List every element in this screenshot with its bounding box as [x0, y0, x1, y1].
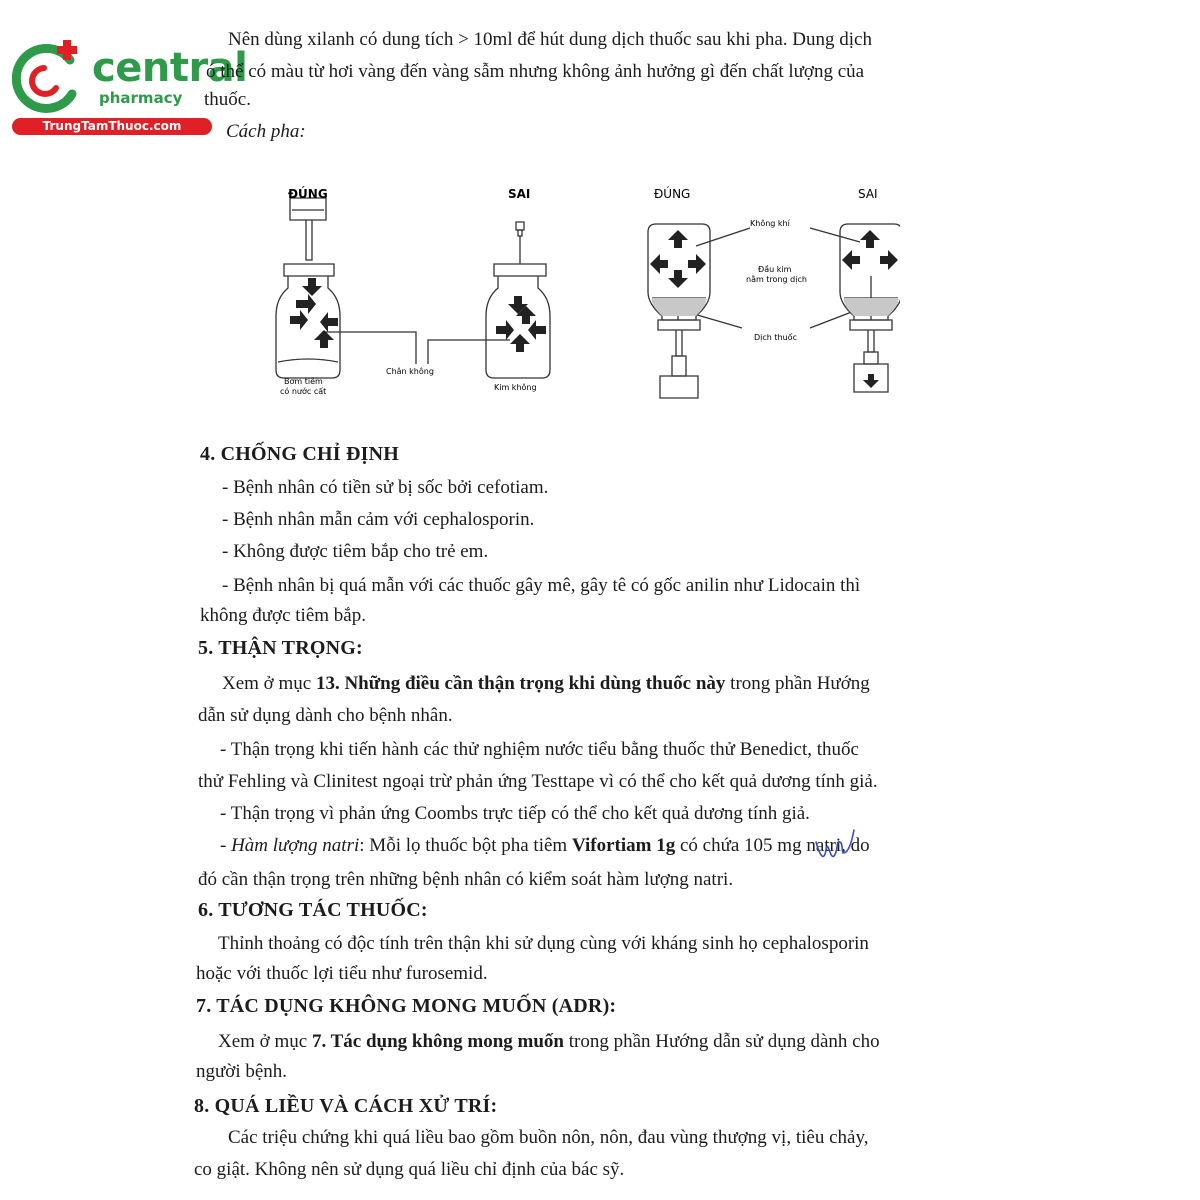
s7-ref: 7. Tác dụng không mong muốn — [311, 1031, 564, 1052]
label-right-correct: ĐÚNG — [654, 187, 691, 201]
intro-line-1: Nên dùng xilanh có dung tích > 10ml để hút dung dịch thuốc sau khi pha. Dung dịch — [228, 29, 872, 50]
s5-p1-pre: Xem ở mục — [222, 673, 316, 694]
s5-p1-ref: 13. Những điều cần thận trọng khi dùng thuốc này — [315, 673, 726, 694]
preparation-diagram — [250, 180, 900, 420]
s7-para — [218, 1030, 880, 1054]
s6-line-2: hoặc với thuốc lợi tiểu như furosemid. — [196, 963, 488, 984]
section-4-title: 4. CHỐNG CHỈ ĐỊNH — [200, 443, 399, 465]
s8-line-2: co giật. Không nên sử dụng quá liều chỉ định của bác sỹ. — [194, 1159, 625, 1180]
label-syringe-2: có nước cất — [280, 387, 327, 396]
section-8-title: 8. QUÁ LIỀU VÀ CÁCH XỬ TRÍ: — [194, 1095, 498, 1117]
s5-para-2-line-2: thử Fehling và Clinitest ngoại trừ phản ứng Testtape vì có thể cho kết quả dương tính giả. — [198, 771, 878, 792]
s7-line-2: người bệnh. — [196, 1061, 288, 1082]
label-air: Không khí — [750, 219, 790, 228]
s5-p4-dash: - — [220, 835, 232, 856]
solution-fill-wrong — [844, 298, 899, 316]
logo-site-band: TrungTamThuoc.com — [12, 118, 212, 135]
s5-para-4 — [220, 834, 870, 858]
handwritten-signature — [812, 822, 856, 866]
section-5-title: 5. THẬN TRỌNG: — [198, 637, 363, 659]
s5-p1-post: trong phần Hướng — [725, 673, 870, 694]
solution-fill-correct — [652, 298, 707, 316]
s5-para-1-line-2: dẫn sử dụng dành cho bệnh nhân. — [198, 705, 453, 726]
s4-line-1: - Bệnh nhân có tiền sử bị sốc bởi cefotiam. — [222, 477, 549, 498]
label-needle-tip-2: nằm trong dịch — [746, 275, 807, 284]
s8-line-1: Các triệu chứng khi quá liều bao gồm buồn nôn, nôn, đau vùng thượng vị, tiêu chảy, — [228, 1127, 869, 1148]
intro-line-3: thuốc. — [204, 89, 251, 110]
s5-para-1 — [222, 672, 870, 696]
label-needle-tip-1: Đầu kim — [758, 265, 792, 274]
s7-post: trong phần Hướng dẫn sử dụng dành cho — [563, 1031, 880, 1052]
s4-line-3: - Không được tiêm bắp cho trẻ em. — [222, 541, 489, 562]
cach-pha-label: Cách pha: — [226, 121, 306, 142]
s5-p4-product: Vifortiam 1g — [571, 835, 676, 856]
s5-para-3: - Thận trọng vì phản ứng Coombs trực tiếp có thể cho kết quả dương tính giả. — [220, 803, 810, 824]
s7-pre: Xem ở mục — [218, 1031, 312, 1052]
s5-p4-a: : Mỗi lọ thuốc bột pha tiêm — [359, 835, 572, 856]
s4-line-5: không được tiêm bắp. — [200, 605, 366, 626]
logo-subtitle: pharmacy — [99, 89, 183, 107]
label-left-wrong: SAI — [508, 187, 531, 201]
s5-para-4-line-2: đó cần thận trọng trên những bệnh nhân có kiểm soát hàm lượng natri. — [198, 869, 734, 890]
s4-line-4: - Bệnh nhân bị quá mẫn với các thuốc gây mê, gây tê có gốc anilin như Lidocain thì — [222, 575, 861, 596]
logo-wordmark: central — [92, 45, 248, 91]
air-arrows — [290, 230, 898, 388]
label-left-correct: ĐÚNG — [288, 187, 328, 201]
intro-line-2: ó thể có màu từ hơi vàng đến vàng sẫm nhưng không ảnh hưởng gì đến chất lượng của — [206, 61, 865, 82]
label-vacuum: Chân không — [386, 367, 434, 376]
logo-mark-icon — [8, 38, 92, 118]
label-right-wrong: SAI — [858, 187, 878, 201]
s5-para-2-line-1: - Thận trọng khi tiến hành các thử nghiệm nước tiểu bằng thuốc thử Benedict, thuốc — [220, 739, 859, 760]
s4-line-2: - Bệnh nhân mẫn cảm với cephalosporin. — [222, 509, 535, 530]
s6-line-1: Thỉnh thoảng có độc tính trên thận khi sử dụng cùng với kháng sinh họ cephalosporin — [218, 933, 869, 954]
section-6-title: 6. TƯƠNG TÁC THUỐC: — [198, 899, 428, 921]
label-needle: Kim không — [494, 383, 537, 392]
section-7-title: 7. TÁC DỤNG KHÔNG MONG MUỐN (ADR): — [196, 995, 617, 1017]
label-solution: Dịch thuốc — [754, 333, 797, 342]
s5-p4-italic: Hàm lượng natri — [231, 835, 360, 856]
label-syringe-1: Bơm tiêm — [284, 377, 323, 386]
s5-p4-b: có chứa 105 mg natri, do — [675, 835, 870, 856]
